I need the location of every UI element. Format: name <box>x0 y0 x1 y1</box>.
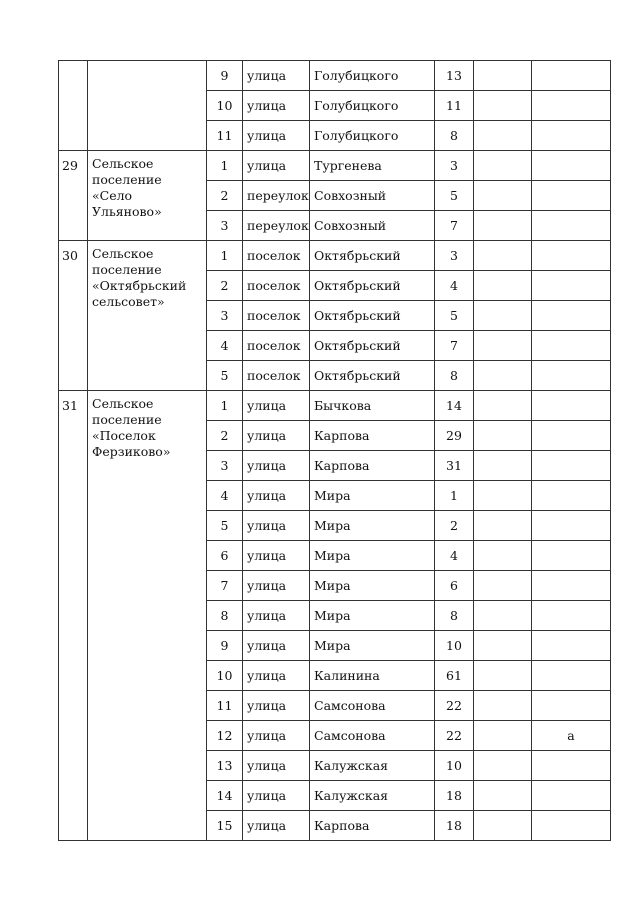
letter-cell <box>532 61 611 91</box>
street-type: улица <box>243 511 310 541</box>
row-index: 13 <box>207 751 243 781</box>
letter-cell <box>532 631 611 661</box>
row-index: 5 <box>207 511 243 541</box>
street-type: переулок <box>243 211 310 241</box>
building-cell <box>474 181 532 211</box>
street-name: Калужская <box>310 781 435 811</box>
letter-cell <box>532 481 611 511</box>
street-type: поселок <box>243 241 310 271</box>
building-cell <box>474 121 532 151</box>
building-cell <box>474 421 532 451</box>
street-name: Бычкова <box>310 391 435 421</box>
letter-cell <box>532 541 611 571</box>
building-cell <box>474 331 532 361</box>
group-number <box>59 61 88 151</box>
letter-cell <box>532 331 611 361</box>
letter-cell <box>532 451 611 481</box>
street-name: Мира <box>310 601 435 631</box>
settlement-name <box>88 61 207 151</box>
table-row <box>59 391 611 421</box>
letter-cell <box>532 601 611 631</box>
building-cell <box>474 631 532 661</box>
building-cell <box>474 691 532 721</box>
street-name: Октябрьский <box>310 271 435 301</box>
letter-cell <box>532 421 611 451</box>
street-name: Голубицкого <box>310 91 435 121</box>
street-name: Карпова <box>310 811 435 841</box>
building-cell <box>474 601 532 631</box>
street-name: Октябрьский <box>310 361 435 391</box>
letter-cell <box>532 571 611 601</box>
row-index: 4 <box>207 331 243 361</box>
row-index: 10 <box>207 91 243 121</box>
letter-cell: а <box>532 721 611 751</box>
row-index: 11 <box>207 121 243 151</box>
settlement-name: Сельское поселение «Поселок Ферзиково» <box>88 391 207 841</box>
street-name: Самсонова <box>310 691 435 721</box>
letter-cell <box>532 781 611 811</box>
street-type: улица <box>243 811 310 841</box>
building-cell <box>474 511 532 541</box>
letter-cell <box>532 121 611 151</box>
row-index: 3 <box>207 451 243 481</box>
address-table-body <box>59 61 611 841</box>
street-type: улица <box>243 481 310 511</box>
letter-cell <box>532 391 611 421</box>
letter-cell <box>532 691 611 721</box>
building-cell <box>474 211 532 241</box>
street-type: поселок <box>243 301 310 331</box>
street-type: улица <box>243 451 310 481</box>
table-row <box>59 151 611 181</box>
row-index: 10 <box>207 661 243 691</box>
street-name: Самсонова <box>310 721 435 751</box>
row-index: 1 <box>207 241 243 271</box>
building-cell <box>474 721 532 751</box>
street-type: поселок <box>243 271 310 301</box>
house-number: 31 <box>435 451 474 481</box>
street-name: Совхозный <box>310 181 435 211</box>
street-name: Октябрьский <box>310 241 435 271</box>
letter-cell <box>532 511 611 541</box>
letter-cell <box>532 211 611 241</box>
house-number: 7 <box>435 331 474 361</box>
house-number: 4 <box>435 271 474 301</box>
house-number: 5 <box>435 301 474 331</box>
house-number: 4 <box>435 541 474 571</box>
building-cell <box>474 571 532 601</box>
house-number: 8 <box>435 121 474 151</box>
row-index: 5 <box>207 361 243 391</box>
building-cell <box>474 301 532 331</box>
row-index: 2 <box>207 271 243 301</box>
row-index: 2 <box>207 421 243 451</box>
house-number: 13 <box>435 61 474 91</box>
house-number: 8 <box>435 601 474 631</box>
row-index: 3 <box>207 211 243 241</box>
house-number: 6 <box>435 571 474 601</box>
row-index: 6 <box>207 541 243 571</box>
letter-cell <box>532 181 611 211</box>
street-name: Мира <box>310 541 435 571</box>
street-name: Мира <box>310 631 435 661</box>
street-name: Карпова <box>310 451 435 481</box>
street-type: улица <box>243 781 310 811</box>
building-cell <box>474 451 532 481</box>
letter-cell <box>532 301 611 331</box>
street-name: Совхозный <box>310 211 435 241</box>
row-index: 12 <box>207 721 243 751</box>
house-number: 14 <box>435 391 474 421</box>
street-type: улица <box>243 661 310 691</box>
settlement-name: Сельское поселение «Село Ульяново» <box>88 151 207 241</box>
row-index: 7 <box>207 571 243 601</box>
building-cell <box>474 661 532 691</box>
building-cell <box>474 241 532 271</box>
house-number: 7 <box>435 211 474 241</box>
letter-cell <box>532 811 611 841</box>
street-name: Калужская <box>310 751 435 781</box>
building-cell <box>474 361 532 391</box>
street-type: улица <box>243 631 310 661</box>
street-name: Голубицкого <box>310 121 435 151</box>
house-number: 22 <box>435 691 474 721</box>
house-number: 3 <box>435 151 474 181</box>
house-number: 29 <box>435 421 474 451</box>
house-number: 3 <box>435 241 474 271</box>
street-name: Октябрьский <box>310 301 435 331</box>
building-cell <box>474 781 532 811</box>
house-number: 8 <box>435 361 474 391</box>
street-type: улица <box>243 721 310 751</box>
house-number: 2 <box>435 511 474 541</box>
building-cell <box>474 151 532 181</box>
street-type: улица <box>243 601 310 631</box>
row-index: 9 <box>207 631 243 661</box>
house-number: 10 <box>435 631 474 661</box>
house-number: 18 <box>435 781 474 811</box>
street-name: Октябрьский <box>310 331 435 361</box>
street-type: поселок <box>243 331 310 361</box>
street-type: улица <box>243 571 310 601</box>
table-row <box>59 61 611 91</box>
building-cell <box>474 751 532 781</box>
street-type: улица <box>243 421 310 451</box>
house-number: 5 <box>435 181 474 211</box>
letter-cell <box>532 91 611 121</box>
house-number: 18 <box>435 811 474 841</box>
settlement-name: Сельское поселение «Октябрьский сельсовет» <box>88 241 207 391</box>
group-number: 31 <box>59 391 88 841</box>
row-index: 1 <box>207 151 243 181</box>
street-type: улица <box>243 691 310 721</box>
address-table <box>58 60 611 841</box>
street-type: улица <box>243 121 310 151</box>
letter-cell <box>532 361 611 391</box>
building-cell <box>474 61 532 91</box>
row-index: 9 <box>207 61 243 91</box>
row-index: 15 <box>207 811 243 841</box>
house-number: 11 <box>435 91 474 121</box>
letter-cell <box>532 241 611 271</box>
row-index: 8 <box>207 601 243 631</box>
house-number: 22 <box>435 721 474 751</box>
row-index: 14 <box>207 781 243 811</box>
table-row <box>59 241 611 271</box>
street-name: Карпова <box>310 421 435 451</box>
building-cell <box>474 271 532 301</box>
street-type: улица <box>243 751 310 781</box>
building-cell <box>474 91 532 121</box>
row-index: 2 <box>207 181 243 211</box>
street-type: улица <box>243 91 310 121</box>
letter-cell <box>532 661 611 691</box>
building-cell <box>474 481 532 511</box>
street-name: Мира <box>310 481 435 511</box>
row-index: 3 <box>207 301 243 331</box>
letter-cell <box>532 151 611 181</box>
street-type: улица <box>243 391 310 421</box>
street-name: Мира <box>310 571 435 601</box>
letter-cell <box>532 751 611 781</box>
building-cell <box>474 811 532 841</box>
street-type: улица <box>243 151 310 181</box>
group-number: 29 <box>59 151 88 241</box>
building-cell <box>474 541 532 571</box>
street-name: Мира <box>310 511 435 541</box>
group-number: 30 <box>59 241 88 391</box>
row-index: 11 <box>207 691 243 721</box>
house-number: 1 <box>435 481 474 511</box>
row-index: 1 <box>207 391 243 421</box>
street-name: Калинина <box>310 661 435 691</box>
house-number: 10 <box>435 751 474 781</box>
street-name: Голубицкого <box>310 61 435 91</box>
street-name: Тургенева <box>310 151 435 181</box>
house-number: 61 <box>435 661 474 691</box>
street-type: улица <box>243 61 310 91</box>
row-index: 4 <box>207 481 243 511</box>
street-type: поселок <box>243 361 310 391</box>
letter-cell <box>532 271 611 301</box>
street-type: улица <box>243 541 310 571</box>
street-type: переулок <box>243 181 310 211</box>
building-cell <box>474 391 532 421</box>
